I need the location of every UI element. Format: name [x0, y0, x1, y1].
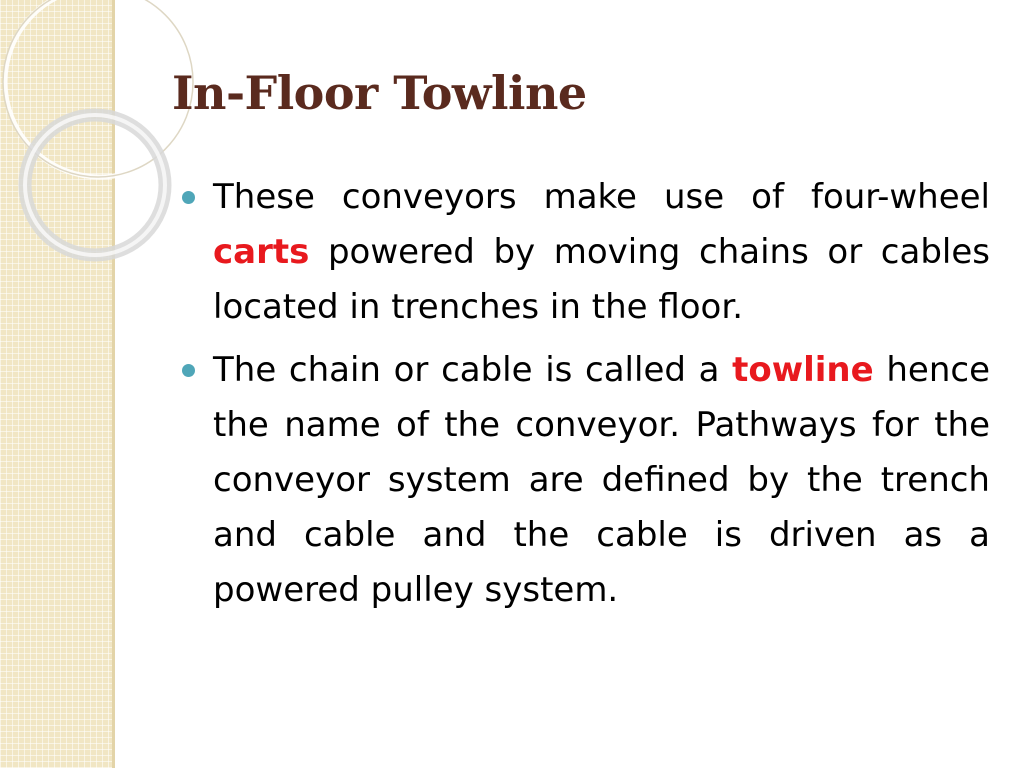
bullet-item-towline: [182, 343, 990, 618]
bullet-text-before: The chain or cable is called a: [213, 350, 733, 390]
bullet-dot-icon: [182, 364, 195, 377]
slide-title: In-Floor Towline: [172, 66, 587, 120]
bullet-item-carts: [182, 170, 990, 335]
highlight-term-carts: carts: [213, 232, 310, 272]
bullet-text-after: hence the name of the conveyor. Pathways for the conveyor system are defined by the trench and cable and the cable is driven as a powered pulley system.: [213, 350, 990, 610]
bullet-text-after: powered by moving chains or cables located in trenches in the floor.: [213, 232, 990, 327]
bullet-dot-icon: [182, 191, 195, 204]
decorative-ring-small-highlight: [25, 115, 165, 255]
bullet-text-before: These conveyors make use of four-wheel: [213, 177, 990, 217]
bullet-list: [182, 170, 990, 626]
highlight-term-towline: towline: [732, 350, 874, 390]
